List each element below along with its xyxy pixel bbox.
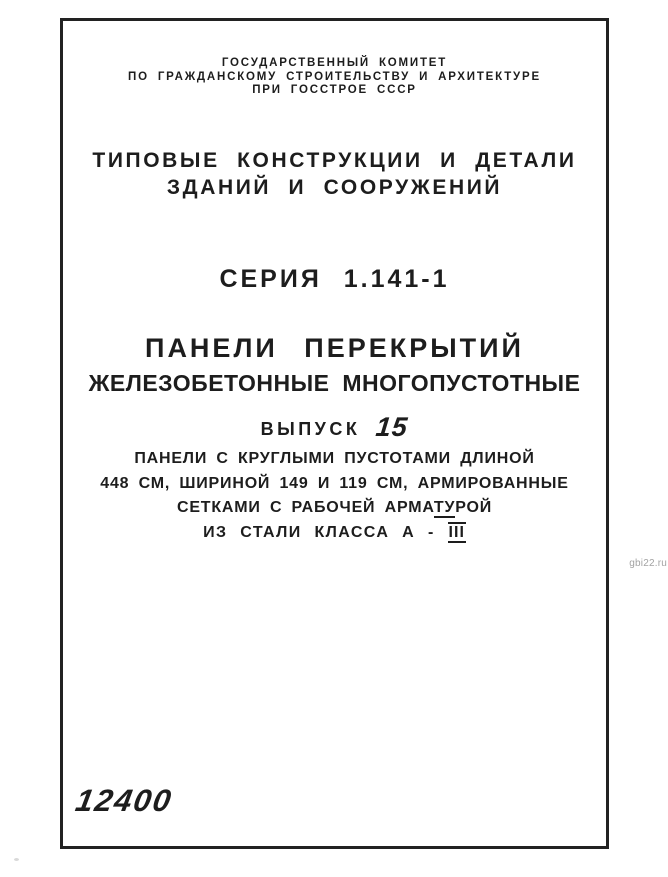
series-number: СЕРИЯ 1.141-1 xyxy=(219,265,450,293)
main-title-line1: ПАНЕЛИ ПЕРЕКРЫТИЙ xyxy=(145,333,524,363)
subtitle-block xyxy=(63,447,606,545)
subtitle-line3-post: РОЙ xyxy=(455,499,493,516)
org-header-line1: ГОСУДАРСТВЕННЫЙ КОМИТЕТ xyxy=(221,57,448,69)
org-header xyxy=(63,57,606,98)
org-header-line2: ПО ГРАЖДАНСКОМУ СТРОИТЕЛЬСТВУ И АРХИТЕКТУРЕ xyxy=(128,70,541,83)
subtitle-line4 xyxy=(63,521,606,546)
document-type-heading xyxy=(63,147,606,201)
handwritten-inventory-number: 12400 xyxy=(73,783,176,818)
page-border-frame xyxy=(60,18,609,849)
issue-line xyxy=(63,411,606,442)
doc-type-line2: ЗДАНИЙ И СООРУЖЕНИЙ xyxy=(166,176,503,199)
issue-number: 15 xyxy=(374,412,410,442)
site-watermark: gbi22.ru xyxy=(629,558,667,569)
subtitle-line2: 448 СМ, ШИРИНОЙ 149 И 119 СМ, АРМИРОВАННЫЕ xyxy=(100,474,569,492)
steel-class-roman-numeral: III xyxy=(448,523,465,541)
issue-label: ВЫПУСК xyxy=(260,419,361,439)
subtitle-line1: ПАНЕЛИ С КРУГЛЫМИ ПУСТОТАМИ ДЛИНОЙ xyxy=(134,450,535,467)
subtitle-line3-underlined: ТУ xyxy=(433,499,456,516)
org-header-line3: ПРИ ГОССТРОЕ СССР xyxy=(252,84,417,96)
doc-type-line1: ТИПОВЫЕ КОНСТРУКЦИИ И ДЕТАЛИ xyxy=(92,149,577,172)
scan-speckle xyxy=(14,858,19,861)
subtitle-line3 xyxy=(63,496,606,521)
main-title-line2: ЖЕЛЕЗОБЕТОННЫЕ МНОГОПУСТОТНЫЕ xyxy=(88,370,581,396)
steel-class-prefix: ИЗ СТАЛИ КЛАССА А - xyxy=(203,523,448,541)
subtitle-line3-pre: СЕТКАМИ С РАБОЧЕЙ АРМА xyxy=(176,499,434,516)
